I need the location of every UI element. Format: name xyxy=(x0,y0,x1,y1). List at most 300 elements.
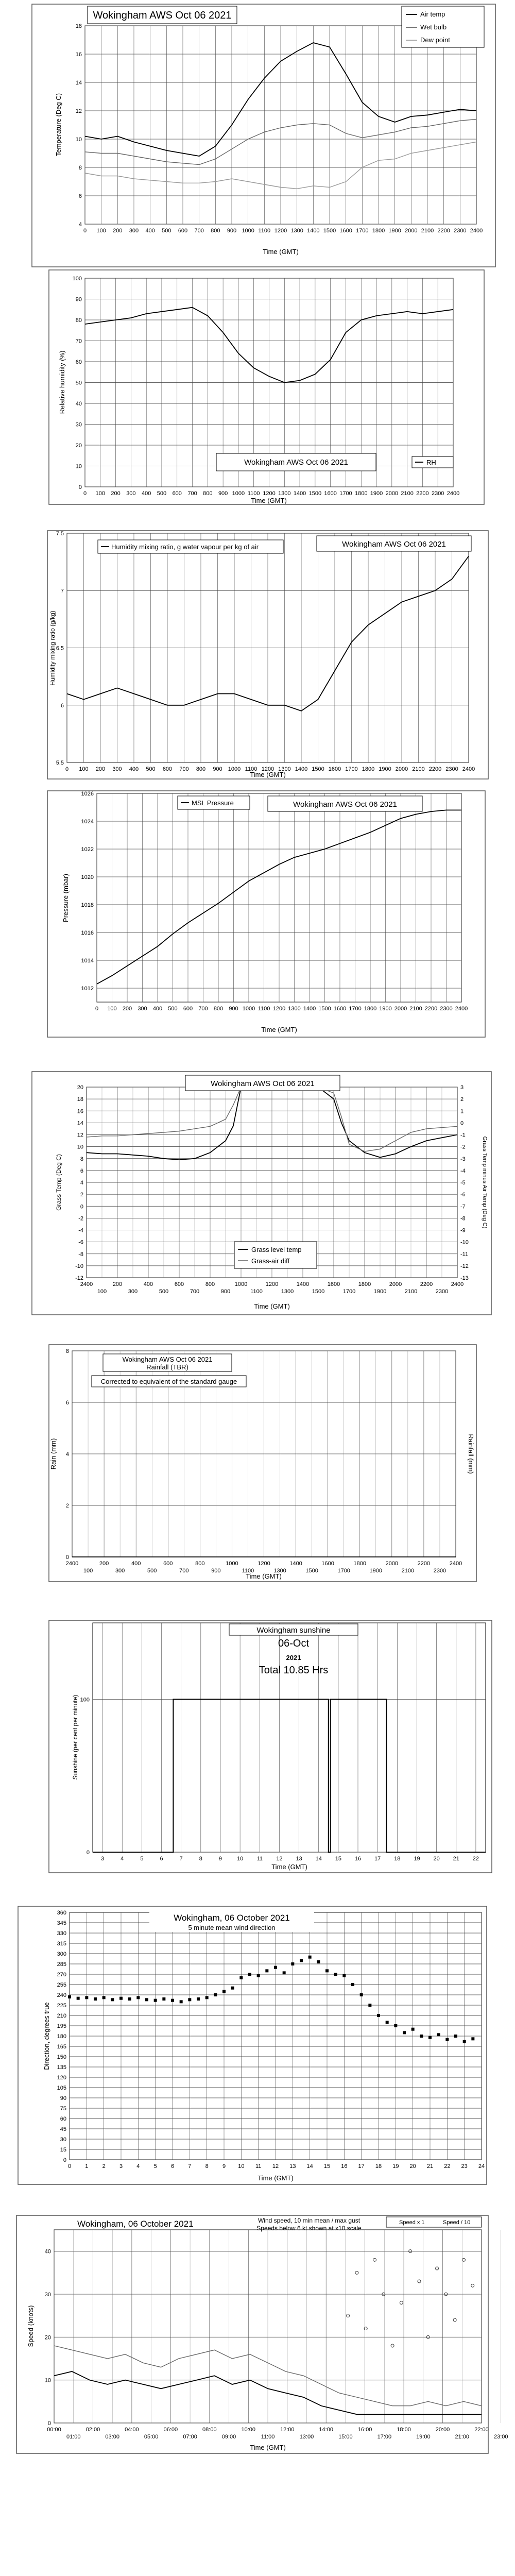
x-tick-label: 2000 xyxy=(405,228,418,234)
y-tick-label: 255 xyxy=(57,1982,66,1988)
x-tick-label: 1600 xyxy=(321,1561,334,1567)
x-tick-label: 1100 xyxy=(250,1289,263,1295)
y-tick-label: 150 xyxy=(57,2054,66,2060)
x-tick-label: 00:00 xyxy=(47,2427,61,2433)
x-tick-label: 200 xyxy=(113,228,123,234)
data-point xyxy=(119,1997,123,2000)
y-tick-label: 7.5 xyxy=(56,531,64,537)
y-tick-label: 0 xyxy=(65,1554,69,1561)
x-tick-label: 03:00 xyxy=(105,2434,119,2440)
legend-label: Grass-air diff xyxy=(251,1257,290,1265)
x-tick-label: 400 xyxy=(143,1281,153,1287)
x-tick-label: 07:00 xyxy=(183,2434,197,2440)
x-tick-label: 18:00 xyxy=(397,2427,411,2433)
x-tick-label: 1200 xyxy=(258,1561,270,1567)
x-tick-label: 6 xyxy=(160,1856,163,1862)
y-tick-label: 80 xyxy=(75,317,82,324)
x-tick-label: 2300 xyxy=(445,766,458,772)
x-tick-label: 400 xyxy=(141,490,151,497)
x-tick-label: 2200 xyxy=(437,228,450,234)
wind-speed-chart xyxy=(16,2215,508,2453)
data-point xyxy=(368,2004,371,2007)
data-point xyxy=(463,2040,466,2043)
x-tick-label: 300 xyxy=(138,1006,147,1012)
x-tick-label: 2 xyxy=(102,2163,106,2170)
legend-label: MSL Pressure xyxy=(192,799,234,807)
y-tick-label: 50 xyxy=(75,380,82,386)
data-point xyxy=(248,1973,251,1976)
wind-direction-chart xyxy=(18,1906,487,2184)
y-tick-label: 30 xyxy=(44,2292,51,2298)
y-tick-label: 330 xyxy=(57,1930,66,1937)
data-point xyxy=(454,2035,457,2038)
data-point xyxy=(180,2000,183,2003)
data-point xyxy=(68,1995,71,1998)
y-tick-label: 10 xyxy=(75,463,82,470)
x-tick-label: 1400 xyxy=(296,1281,310,1287)
x-tick-label: 1200 xyxy=(263,490,276,497)
x-tick-label: 1200 xyxy=(272,1006,286,1012)
data-point xyxy=(77,1997,80,2000)
legend-label: Air temp xyxy=(420,10,445,18)
y-axis-label: Pressure (mbar) xyxy=(62,874,70,922)
y-tick-label: 60 xyxy=(75,359,82,365)
x-tick-label: 20 xyxy=(433,1856,440,1862)
x-tick-label: 700 xyxy=(190,1289,200,1295)
x-tick-label: 1700 xyxy=(356,228,369,234)
x-tick-label: 2300 xyxy=(454,228,467,234)
x-tick-label: 1500 xyxy=(312,766,324,772)
y-tick-label: 100 xyxy=(72,276,82,282)
y-tick-label: 6 xyxy=(80,1167,83,1174)
y-tick-label: 6.5 xyxy=(56,645,64,652)
x-tick-label: 2100 xyxy=(421,228,434,234)
x-tick-label: 16 xyxy=(354,1856,362,1862)
y-tick-label: 315 xyxy=(57,1941,66,1947)
x-tick-label: 2200 xyxy=(428,766,442,772)
y-tick-label: -12 xyxy=(75,1275,83,1281)
y-axis-right-label: Rainfall (mm) xyxy=(467,1434,475,1474)
x-tick-label: 18 xyxy=(394,1856,401,1862)
x-tick-label: 1100 xyxy=(245,766,258,772)
y-tick-label: -4 xyxy=(78,1227,83,1234)
data-point xyxy=(325,1969,329,1972)
x-tick-label: 24 xyxy=(478,2163,485,2170)
data-point xyxy=(300,1959,303,1962)
x-tick-label: 2200 xyxy=(420,1281,433,1287)
data-point xyxy=(102,1996,106,1999)
x-tick-label: 200 xyxy=(95,766,106,772)
y-tick-label: 1026 xyxy=(81,791,94,797)
x-tick-label: 700 xyxy=(179,1568,189,1574)
x-tick-label: 400 xyxy=(145,228,155,234)
y-tick-label: 18 xyxy=(77,1096,83,1103)
y-tick-label: 1022 xyxy=(81,846,94,853)
x-tick-label: 2000 xyxy=(394,1006,407,1012)
x-tick-label: 300 xyxy=(128,1289,138,1295)
x-tick-label: 500 xyxy=(162,228,171,234)
x-tick-label: 16:00 xyxy=(357,2427,372,2433)
x-tick-label: 15 xyxy=(335,1856,341,1862)
pressure-chart xyxy=(47,791,485,1037)
y-tick-label: -8 xyxy=(78,1251,83,1258)
x-tick-label: 1800 xyxy=(355,490,368,497)
x-tick-label: 1000 xyxy=(226,1561,238,1567)
x-tick-label: 1000 xyxy=(242,228,254,234)
x-tick-label: 2000 xyxy=(385,1561,399,1567)
x-tick-label: 1900 xyxy=(370,490,383,497)
x-tick-label: 17 xyxy=(374,1856,381,1862)
y-tick-label: 2 xyxy=(65,1503,69,1509)
x-tick-label: 500 xyxy=(168,1006,178,1012)
y-tick-label: 1018 xyxy=(81,902,94,908)
y-tick-label: 345 xyxy=(57,1920,66,1926)
y-tick-label: 270 xyxy=(57,1972,66,1978)
x-tick-label: 22 xyxy=(444,2163,451,2170)
x-tick-label: 300 xyxy=(126,490,136,497)
x-tick-label: 700 xyxy=(194,228,204,234)
x-tick-label: 1300 xyxy=(278,766,291,772)
y-tick-label: 0 xyxy=(63,2157,66,2163)
x-tick-label: 17:00 xyxy=(377,2434,392,2440)
y-right-tick-label: -8 xyxy=(460,1215,466,1222)
data-point xyxy=(377,2014,380,2017)
legend-label: Speed x 1 xyxy=(399,2219,425,2226)
x-tick-label: 1300 xyxy=(273,1568,286,1574)
x-tick-label: 13 xyxy=(296,1856,302,1862)
y-tick-label: 8 xyxy=(80,1156,83,1162)
y-right-tick-label: -7 xyxy=(460,1204,466,1210)
y-tick-label: 6 xyxy=(65,1400,69,1406)
x-tick-label: 1500 xyxy=(323,228,336,234)
x-tick-label: 17 xyxy=(358,2163,365,2170)
x-tick-label: 500 xyxy=(147,1568,157,1574)
x-tick-label: 1100 xyxy=(247,490,260,497)
x-axis-label: Time (GMT) xyxy=(250,771,286,778)
x-tick-label: 600 xyxy=(172,490,182,497)
x-tick-label: 10:00 xyxy=(241,2427,256,2433)
y-tick-label: 1016 xyxy=(81,930,94,936)
x-tick-label: 1800 xyxy=(362,766,375,772)
x-axis-label: Time (GMT) xyxy=(261,1026,297,1033)
x-tick-label: 14 xyxy=(306,2163,313,2170)
x-axis-label: Time (GMT) xyxy=(263,248,299,256)
humidity-chart xyxy=(49,270,484,504)
y-tick-label: 2 xyxy=(80,1192,83,1198)
y-tick-label: 45 xyxy=(60,2126,66,2132)
x-tick-label: 8 xyxy=(205,2163,209,2170)
data-point xyxy=(197,1997,200,2001)
y-right-tick-label: -4 xyxy=(460,1167,466,1174)
data-point xyxy=(94,1997,97,2001)
x-tick-label: 100 xyxy=(83,1568,93,1574)
x-tick-label: 700 xyxy=(179,766,189,772)
data-point xyxy=(445,2038,449,2041)
data-point xyxy=(214,1993,217,1996)
x-axis-label: Time (GMT) xyxy=(271,1863,307,1871)
y-axis-label: Relative humidity (%) xyxy=(58,350,66,414)
x-tick-label: 600 xyxy=(162,766,173,772)
x-tick-label: 2100 xyxy=(401,490,414,497)
y-right-tick-label: -11 xyxy=(460,1251,469,1258)
y-tick-label: 300 xyxy=(57,1951,66,1957)
x-tick-label: 2100 xyxy=(409,1006,422,1012)
y-tick-label: 100 xyxy=(80,1697,90,1703)
y-tick-label: 90 xyxy=(60,2095,66,2102)
y-tick-label: -10 xyxy=(75,1263,83,1269)
x-tick-label: 1700 xyxy=(342,1289,356,1295)
data-point xyxy=(403,2031,406,2034)
x-tick-label: 1700 xyxy=(349,1006,362,1012)
y-tick-label: 165 xyxy=(57,2044,66,2050)
grass-temperature-chart xyxy=(32,1072,491,1315)
data-point xyxy=(162,1997,165,2001)
x-tick-label: 500 xyxy=(159,1289,169,1295)
y-right-tick-label: -2 xyxy=(460,1144,466,1150)
x-tick-label: 1400 xyxy=(307,228,320,234)
y-tick-label: -6 xyxy=(78,1239,83,1246)
x-tick-label: 19:00 xyxy=(416,2434,431,2440)
y-tick-label: 0 xyxy=(78,484,82,490)
x-tick-label: 11 xyxy=(256,1856,263,1862)
x-tick-label: 6 xyxy=(170,2163,175,2170)
data-point xyxy=(317,1960,320,1963)
y-tick-label: 6 xyxy=(78,193,82,199)
x-tick-label: 1400 xyxy=(289,1561,302,1567)
x-tick-label: 2300 xyxy=(431,490,444,497)
y-tick-label: 8 xyxy=(78,165,82,171)
x-tick-label: 21:00 xyxy=(455,2434,470,2440)
x-tick-label: 1200 xyxy=(261,766,274,772)
x-tick-label: 0 xyxy=(65,766,69,772)
x-tick-label: 10 xyxy=(238,2163,245,2170)
x-tick-label: 2300 xyxy=(440,1006,453,1012)
x-tick-label: 19 xyxy=(392,2163,399,2170)
legend-label: Dew point xyxy=(420,36,450,44)
y-tick-label: 10 xyxy=(75,137,82,143)
x-tick-label: 16 xyxy=(341,2163,348,2170)
x-tick-label: 2400 xyxy=(65,1561,79,1567)
y-axis-right-label: Grass Temp minus Air Temp (Deg C) xyxy=(482,1136,488,1229)
rainfall-chart xyxy=(49,1345,476,1582)
x-tick-label: 2200 xyxy=(417,1561,431,1567)
y-tick-label: 20 xyxy=(44,2334,51,2341)
chart-subtitle: Wind speed, 10 min mean / max gust xyxy=(258,2217,360,2224)
y-tick-label: 30 xyxy=(75,421,82,428)
x-tick-label: 0 xyxy=(83,228,87,234)
x-tick-label: 400 xyxy=(152,1006,163,1012)
x-tick-label: 2000 xyxy=(385,490,399,497)
x-tick-label: 1900 xyxy=(379,766,391,772)
y-tick-label: 12 xyxy=(77,1132,83,1139)
data-point xyxy=(351,1983,354,1986)
data-point xyxy=(257,1974,260,1977)
y-tick-label: 20 xyxy=(77,1084,83,1091)
x-tick-label: 800 xyxy=(205,1281,215,1287)
legend-label: Wet bulb xyxy=(420,23,447,31)
x-tick-label: 23 xyxy=(461,2163,468,2170)
data-point xyxy=(342,1974,346,1977)
x-tick-label: 7 xyxy=(179,1856,183,1862)
x-tick-label: 2300 xyxy=(435,1289,449,1295)
y-right-tick-label: -9 xyxy=(460,1227,466,1234)
y-right-tick-label: -12 xyxy=(460,1263,469,1269)
data-point xyxy=(411,2028,415,2031)
x-tick-label: 700 xyxy=(187,490,197,497)
x-tick-label: 900 xyxy=(229,1006,238,1012)
x-tick-label: 15 xyxy=(323,2163,331,2170)
x-tick-label: 18 xyxy=(375,2163,382,2170)
x-tick-label: 2400 xyxy=(80,1281,93,1287)
y-tick-label: 10 xyxy=(44,2377,51,2384)
x-tick-label: 900 xyxy=(211,1568,221,1574)
y-tick-label: 90 xyxy=(75,296,82,303)
x-tick-label: 1900 xyxy=(379,1006,392,1012)
y-axis-label: Temperature (Deg C) xyxy=(55,93,62,157)
x-tick-label: 500 xyxy=(146,766,156,772)
y-tick-label: 75 xyxy=(60,2106,66,2112)
x-tick-label: 1500 xyxy=(318,1006,331,1012)
x-tick-label: 20:00 xyxy=(435,2427,450,2433)
data-point xyxy=(171,1999,174,2002)
x-tick-label: 1 xyxy=(85,2163,89,2170)
x-tick-label: 1100 xyxy=(242,1568,254,1574)
x-tick-label: 21 xyxy=(426,2163,434,2170)
y-tick-label: 20 xyxy=(75,443,82,449)
x-tick-label: 2400 xyxy=(462,766,475,772)
x-tick-label: 06:00 xyxy=(163,2427,178,2433)
data-point xyxy=(360,1993,363,1996)
x-tick-label: 1100 xyxy=(258,1006,270,1012)
x-tick-label: 10 xyxy=(237,1856,244,1862)
data-point xyxy=(386,2021,389,2024)
x-tick-label: 14:00 xyxy=(319,2427,333,2433)
x-tick-label: 1300 xyxy=(281,1289,294,1295)
x-axis-label: Time (GMT) xyxy=(254,1302,290,1310)
data-point xyxy=(222,1990,226,1993)
x-tick-label: 22 xyxy=(472,1856,479,1862)
data-point xyxy=(128,1997,131,2001)
x-tick-label: 200 xyxy=(112,1281,123,1287)
x-tick-label: 1800 xyxy=(353,1561,366,1567)
y-tick-label: 30 xyxy=(60,2137,66,2143)
y-right-tick-label: -6 xyxy=(460,1192,466,1198)
y-axis-label: Grass Temp (Deg C) xyxy=(55,1154,62,1211)
x-axis-label: Time (GMT) xyxy=(251,497,287,504)
legend-label: Speed / 10 xyxy=(443,2219,471,2226)
y-tick-label: 1014 xyxy=(81,958,94,964)
data-point xyxy=(85,1996,88,1999)
data-point xyxy=(437,2033,440,2036)
x-tick-label: 1000 xyxy=(234,1281,248,1287)
x-tick-label: 1000 xyxy=(242,1006,255,1012)
y-tick-label: 360 xyxy=(57,1910,66,1916)
x-tick-label: 700 xyxy=(198,1006,208,1012)
data-point xyxy=(420,2035,423,2038)
chart-note: Speeds below 6 kt shown at x10 scale xyxy=(256,2225,362,2232)
y-tick-label: 0 xyxy=(86,1850,90,1856)
x-tick-label: 20 xyxy=(409,2163,416,2170)
x-tick-label: 12 xyxy=(272,2163,279,2170)
y-tick-label: 195 xyxy=(57,2023,66,2029)
x-tick-label: 200 xyxy=(111,490,121,497)
y-tick-label: 14 xyxy=(75,80,82,86)
x-tick-label: 2200 xyxy=(424,1006,438,1012)
x-tick-label: 1300 xyxy=(288,1006,301,1012)
x-tick-label: 2400 xyxy=(449,1561,462,1567)
x-tick-label: 1300 xyxy=(278,490,291,497)
x-tick-label: 15:00 xyxy=(338,2434,353,2440)
x-tick-label: 08:00 xyxy=(202,2427,217,2433)
x-tick-label: 5 xyxy=(153,2163,157,2170)
x-tick-label: 02:00 xyxy=(85,2427,100,2433)
chart-subtitle: 5 minute mean wind direction xyxy=(188,1924,276,1931)
chart-title: Wokingham AWS Oct 06 2021 xyxy=(93,10,232,21)
data-point xyxy=(239,1976,243,1979)
x-tick-label: 1000 xyxy=(232,490,245,497)
x-tick-label: 900 xyxy=(220,1289,231,1295)
x-tick-label: 3 xyxy=(101,1856,105,1862)
x-tick-label: 900 xyxy=(218,490,228,497)
x-axis-label: Time (GMT) xyxy=(258,2174,294,2182)
x-tick-label: 22:00 xyxy=(474,2427,489,2433)
x-tick-label: 1600 xyxy=(339,228,352,234)
x-tick-label: 300 xyxy=(115,1568,125,1574)
y-right-tick-label: 0 xyxy=(460,1120,464,1127)
x-tick-label: 11:00 xyxy=(261,2434,275,2440)
y-tick-label: 4 xyxy=(80,1180,83,1186)
x-tick-label: 500 xyxy=(157,490,167,497)
x-tick-label: 21 xyxy=(453,1856,459,1862)
x-tick-label: 2100 xyxy=(401,1568,415,1574)
y-axis-label: Rain (mm) xyxy=(49,1438,57,1470)
x-tick-label: 2400 xyxy=(455,1006,468,1012)
x-tick-label: 300 xyxy=(112,766,122,772)
chart-title: Wokingham AWS Oct 06 2021 xyxy=(244,458,348,467)
y-tick-label: -2 xyxy=(78,1215,83,1222)
x-tick-label: 1700 xyxy=(337,1568,350,1574)
x-tick-label: 1600 xyxy=(333,1006,347,1012)
x-tick-label: 1600 xyxy=(328,766,341,772)
x-tick-label: 9 xyxy=(222,2163,226,2170)
x-tick-label: 800 xyxy=(203,490,213,497)
y-tick-label: 105 xyxy=(57,2085,66,2091)
x-tick-label: 100 xyxy=(96,228,106,234)
x-tick-label: 800 xyxy=(196,766,206,772)
x-tick-label: 1400 xyxy=(303,1006,316,1012)
x-tick-label: 2100 xyxy=(412,766,425,772)
x-tick-label: 5 xyxy=(140,1856,144,1862)
y-tick-label: 16 xyxy=(77,1108,83,1115)
y-tick-label: 18 xyxy=(75,23,82,29)
chart-year: 2021 xyxy=(286,1654,301,1662)
chart-title: Wokingham AWS Oct 06 2021 xyxy=(342,540,446,549)
y-tick-label: 120 xyxy=(57,2075,66,2081)
x-tick-label: 2000 xyxy=(395,766,408,772)
x-tick-label: 600 xyxy=(178,228,188,234)
x-tick-label: 800 xyxy=(195,1561,205,1567)
data-point xyxy=(111,1998,114,2001)
x-tick-label: 1800 xyxy=(358,1281,371,1287)
x-tick-label: 0 xyxy=(83,490,87,497)
chart-title: Wokingham, 06 October 2021 xyxy=(174,1913,290,1923)
x-tick-label: 3 xyxy=(119,2163,123,2170)
x-tick-label: 13:00 xyxy=(299,2434,314,2440)
sunshine-chart xyxy=(49,1620,492,1873)
x-tick-label: 1900 xyxy=(388,228,401,234)
y-tick-label: 225 xyxy=(57,2003,66,2009)
y-tick-label: 1020 xyxy=(81,874,94,880)
